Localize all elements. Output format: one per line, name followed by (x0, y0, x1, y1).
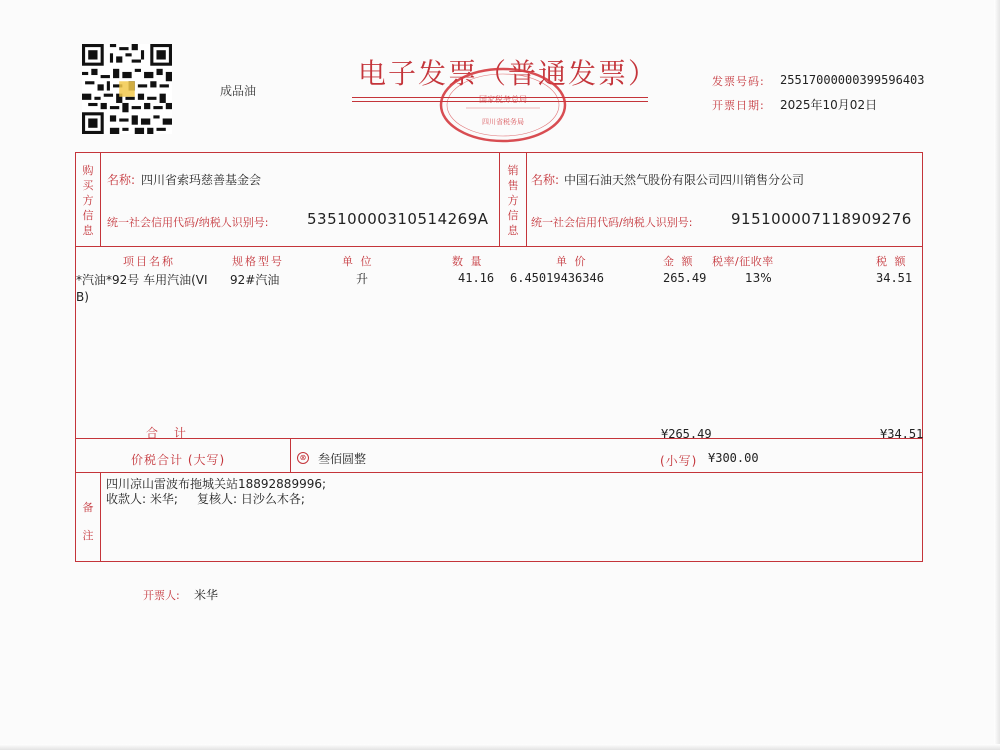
issuer-label: 开票人: (143, 589, 180, 602)
item-spec: 92#汽油 (230, 273, 280, 287)
invoice-number: 25517000000399596403 (780, 73, 925, 87)
col-price: 单 价 (556, 255, 588, 268)
col-amount: 金 额 (663, 255, 695, 268)
seller-name: 中国石油天然气股份有限公司四川销售分公司 (564, 173, 805, 187)
invoice-title: 电子发票（普通发票） (358, 57, 659, 90)
divider-remarks-side (100, 472, 101, 562)
qr-code-icon (82, 44, 172, 134)
total-amount: ¥265.49 (661, 427, 712, 441)
item-qty: 41.16 (458, 271, 495, 285)
item-unit: 升 (356, 272, 369, 286)
divider-grand (75, 472, 923, 473)
remarks-side-label: 备 注 (82, 501, 94, 542)
buyer-name: 四川省索玛慈善基金会 (141, 173, 262, 187)
buyer-name-label: 名称: (107, 173, 136, 187)
item-name-cont: B) (76, 290, 89, 304)
col-item: 项目名称 (123, 255, 175, 268)
seller-name-label: 名称: (531, 173, 560, 187)
svg-text:国家税务总局: 国家税务总局 (479, 95, 527, 104)
item-amount: 265.49 (663, 271, 707, 285)
paper-edge-bottom (0, 744, 1000, 750)
grand-total-small-label: (小写) (660, 454, 698, 468)
svg-text:四川省税务局: 四川省税务局 (482, 118, 524, 126)
item-name: *汽油*92号 车用汽油(VI (76, 273, 208, 287)
remarks-text (106, 477, 326, 507)
currency-circle-icon: ⊗ (297, 452, 309, 464)
remarks-line-1: 四川凉山雷波布拖城关站18892889996; (106, 477, 327, 491)
divider-middle (499, 152, 500, 246)
invoice-number-label: 发票号码: (712, 75, 765, 88)
buyer-tax-id: 53510000310514269A (307, 210, 489, 228)
official-seal-icon (438, 66, 568, 144)
divider-grand-label (290, 438, 291, 472)
item-tax: 34.51 (876, 271, 913, 285)
col-unit: 单 位 (342, 255, 374, 268)
seller-tax-label: 统一社会信用代码/纳税人识别号: (531, 216, 693, 229)
invoice-date: 2025年10月02日 (780, 98, 878, 112)
issuer-name: 米华 (194, 588, 219, 602)
item-rate: 13% (745, 271, 772, 285)
divider-total (75, 438, 923, 439)
grand-total-words: 叁佰圆整 (318, 452, 367, 466)
buyer-tax-label: 统一社会信用代码/纳税人识别号: (107, 216, 269, 229)
col-qty: 数 量 (452, 255, 484, 268)
paper-edge-right (994, 0, 1000, 750)
invoice-date-label: 开票日期: (712, 99, 765, 112)
buyer-side-label: 购 买 方 信 息 (82, 164, 94, 237)
col-rate: 税率/征收率 (712, 255, 774, 268)
divider-seller-side (526, 152, 527, 246)
col-spec: 规格型号 (232, 255, 284, 268)
divider-parties (75, 246, 923, 247)
total-tax: ¥34.51 (880, 427, 924, 441)
seller-tax-id: 91510000711890927​6 (731, 210, 912, 228)
invoice-category: 成品油 (220, 84, 257, 98)
item-price: 6.45019436346 (510, 271, 604, 285)
total-label: 合 计 (146, 426, 192, 440)
remarks-line-2: 收款人: 米华; 复核人: 日沙么木各; (106, 492, 305, 506)
col-tax: 税 额 (876, 255, 908, 268)
divider-buyer-side (100, 152, 101, 246)
grand-total-label: 价税合计 (大写) (131, 453, 226, 467)
seller-side-label: 销 售 方 信 息 (507, 164, 519, 237)
grand-total-amount: ¥300.00 (708, 451, 759, 465)
